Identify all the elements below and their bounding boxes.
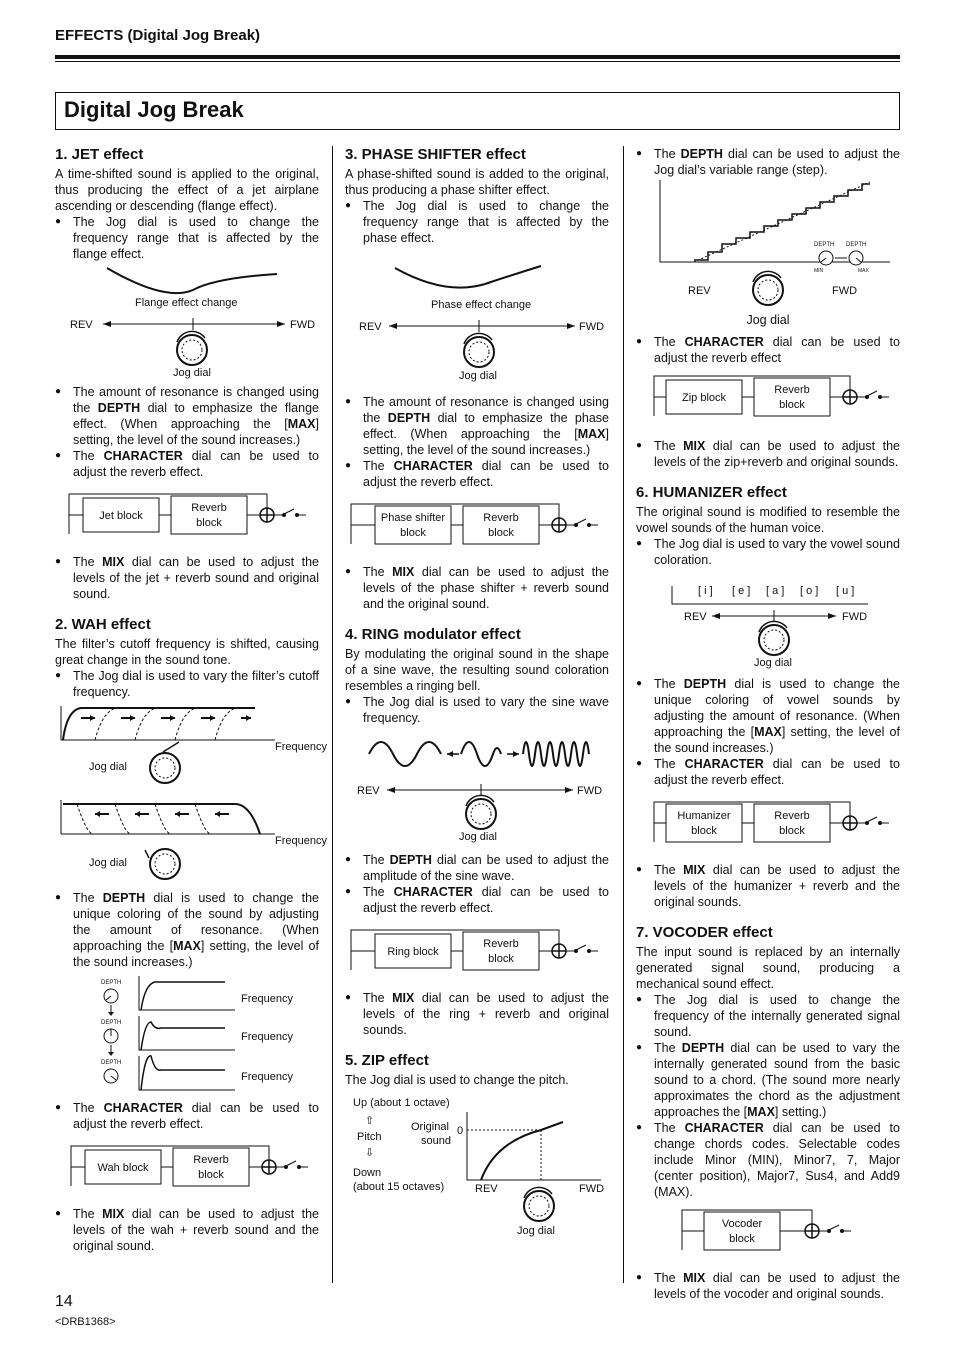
wah-depth-diagram — [55, 976, 319, 1096]
phase-depth-bullet: ● The amount of resonance is changed using the DEPTH dial to emphasize the phase effect. (When approaching the [MAX] setting, the level of the sound increases.) — [345, 394, 609, 458]
ring-bullet: ● The Jog dial is used to vary the sine wave frequency. — [345, 694, 609, 726]
jet-mix-bullet: ● The MIX dial can be used to adjust the levels of the jet + reverb sound and original sound. — [55, 554, 319, 602]
phase-mix-bullet: ● The MIX dial can be used to adjust the levels of the phase shifter + reverb sound and the original sound. — [345, 564, 609, 612]
wah-heading: 2. WAH effect — [55, 616, 151, 633]
page-number: 14 — [55, 1293, 73, 1310]
switch-icon — [857, 391, 889, 397]
vowel-u: [ u ] — [836, 585, 855, 597]
fwd-label: FWD — [290, 319, 316, 331]
switch-icon — [566, 519, 598, 525]
reverb-label: Reverb — [191, 502, 227, 514]
range-line — [694, 182, 870, 262]
filter-curve-lower — [63, 804, 260, 834]
header-rule-thin — [55, 61, 900, 62]
ring-block-label: Ring block — [387, 946, 439, 958]
depth-label: DEPTH — [101, 1020, 122, 1026]
max-label: MAX — [858, 268, 869, 274]
pitch-label: Pitch — [357, 1131, 382, 1143]
ring-heading: 4. RING modulator effect — [345, 626, 521, 643]
wah-intro: The filter’s cutoff frequency is shifted, causing great change in the sound tone. — [55, 637, 319, 667]
min-label: MIN — [814, 268, 824, 274]
flange-curve — [107, 268, 277, 293]
up-arrow-icon: ⇧ — [365, 1115, 375, 1127]
document-code: <DRB1368> — [55, 1316, 116, 1328]
ring-block-diagram — [345, 922, 609, 988]
zip-mix-bullet: ● The MIX dial can be used to adjust the levels of the zip+reverb and original sounds. — [636, 438, 900, 470]
jog-dial-inner — [182, 340, 202, 360]
frequency-label: Frequency — [241, 1071, 293, 1083]
zip-block-label: Zip block — [681, 392, 727, 404]
vocoder-bullet: ● The Jog dial is used to change the frequency of the internally generated signal sound. — [636, 992, 900, 1040]
phase-block-diagram — [345, 496, 609, 562]
depth-label: DEPTH — [846, 242, 867, 248]
sine-fast — [523, 742, 589, 766]
pitch-down-label: Down — [353, 1167, 382, 1179]
ring-intro: By modulating the original sound in the shape of a sine wave, the resulting sound coloration resembles a ringing bell. — [345, 647, 609, 693]
humanizer-mix-bullet: ● The MIX dial can be used to adjust the levels of the humanizer + reverb and the original sounds. — [636, 862, 900, 910]
down-arrow-icon: ⇩ — [365, 1147, 375, 1159]
column-2 — [345, 146, 609, 1242]
reverb-label: Reverb — [774, 384, 810, 396]
pitch-up-label: Up (about 1 octave) — [353, 1097, 450, 1109]
switch-icon — [566, 945, 598, 951]
phase-label: Phase effect change — [431, 299, 532, 311]
zip-character-bullet: ● The CHARACTER dial can be used to adjust the reverb effect — [636, 334, 900, 366]
wah-block-label: Wah block — [97, 1162, 149, 1174]
rev-label: REV — [684, 611, 707, 623]
column-1 — [55, 146, 327, 1254]
response-curve-min — [141, 982, 225, 1010]
wah-block-diagram — [55, 1138, 319, 1204]
reverb-label: Reverb — [483, 512, 519, 524]
jog-label: Jog dial — [754, 657, 792, 669]
axes-upper — [61, 706, 275, 740]
humanizer-block-diagram — [636, 794, 900, 860]
depth-label: DEPTH — [814, 242, 835, 248]
vocoder-block-diagram — [636, 1204, 900, 1268]
zip-intro: The Jog dial is used to change the pitch. — [345, 1073, 569, 1087]
zip-heading: 5. ZIP effect — [345, 1052, 429, 1069]
vowel-i: [ i ] — [698, 585, 713, 597]
vocoder-mix-bullet: ● The MIX dial can be used to adjust the levels of the vocoder and original sounds. — [636, 1270, 900, 1302]
reverb-block-label: block — [196, 517, 222, 529]
wah-depth-bullet: ● The DEPTH dial is used to change the unique coloring of the sound by adjusting the amount of resonance. (When approaching the [MAX] setting, the level of the sound increases.) — [55, 890, 319, 970]
jog-dial-icon — [464, 337, 494, 367]
frequency-label: Frequency — [241, 993, 293, 1005]
humanizer-block-label: Humanizer — [677, 810, 731, 822]
shift-curves-upper — [95, 708, 237, 740]
pitch-curve — [481, 1122, 563, 1180]
zero-label: 0 — [457, 1125, 464, 1137]
column-3 — [636, 146, 900, 1302]
humanizer-bullet: ● The Jog dial is used to vary the vowel sound coloration. — [636, 536, 900, 568]
rev-label: REV — [70, 319, 93, 331]
jog-label: Jog dial — [459, 370, 497, 382]
jog-label: Jog dial — [746, 313, 790, 327]
phase-character-bullet: ● The CHARACTER dial can be used to adjust the reverb effect. — [345, 458, 609, 490]
ring-character-bullet: ● The CHARACTER dial can be used to adjust the reverb effect. — [345, 884, 609, 916]
pitch-axes — [467, 1112, 601, 1180]
flange-label: Flange effect change — [135, 297, 238, 309]
phase-intro: A phase-shifted sound is added to the original, thus producing a phase shifter effect. — [345, 167, 609, 197]
switch-icon — [274, 509, 306, 515]
reverb-block-label: block — [198, 1169, 224, 1181]
depth-label: DEPTH — [101, 980, 122, 986]
humanizer-intro: The original sound is modified to resemble the vowel sounds of the human voice. — [636, 505, 900, 535]
vocoder-depth-bullet: ● The DEPTH dial can be used to vary the internally generated sound from the basic sound to a chord. (The sound more nearly approximates the chord as the adjustment approaches the [MAX] setting.) — [636, 1040, 900, 1120]
original-label: Original — [411, 1121, 449, 1133]
header-rule — [55, 55, 900, 59]
wah-frequency-diagram — [55, 706, 327, 890]
fwd-label: FWD — [579, 321, 605, 333]
ring-sine-diagram — [345, 736, 609, 842]
phase-jog-diagram — [345, 252, 609, 386]
filter-curve-upper — [63, 708, 255, 740]
jog-label: Jog dial — [517, 1225, 555, 1237]
phase-bullet: ● The Jog dial is used to change the frequency range that is affected by the phase effect. — [345, 198, 609, 246]
rev-label: REV — [688, 285, 711, 297]
rev-label: REV — [357, 785, 380, 797]
reference-lines — [467, 1130, 541, 1180]
vowel-e: [ e ] — [732, 585, 751, 597]
jet-intro: A time-shifted sound is applied to the original, thus producing the effect of a jet airplane ascending or descending (flange effect). — [55, 167, 319, 213]
switch-icon — [857, 817, 889, 823]
rotate-arrow-icon — [145, 850, 149, 858]
depth-label: DEPTH — [101, 1060, 122, 1066]
phase-curve — [395, 266, 541, 288]
switch-icon — [276, 1161, 308, 1167]
column-divider — [332, 146, 333, 1283]
vocoder-block-label: Vocoder — [721, 1218, 763, 1230]
wah-character-bullet: ● The CHARACTER dial can be used to adjust the reverb effect. — [55, 1100, 319, 1132]
humanizer-character-bullet: ● The CHARACTER dial can be used to adjust the reverb effect. — [636, 756, 900, 788]
reverb-label: Reverb — [774, 810, 810, 822]
ring-depth-bullet: ● The DEPTH dial can be used to adjust the amplitude of the sine wave. — [345, 852, 609, 884]
phase-heading: 3. PHASE SHIFTER effect — [345, 146, 526, 163]
jet-block-label: Jet block — [99, 510, 143, 522]
phase-block-label: Phase shifter — [380, 512, 446, 524]
wah-mix-bullet: ● The MIX dial can be used to adjust the levels of the wah + reverb sound and the original sound. — [55, 1206, 319, 1254]
jet-block-diagram — [55, 486, 319, 552]
jog-label: Jog dial — [173, 367, 211, 379]
rev-label: REV — [359, 321, 382, 333]
humanizer-heading: 6. HUMANIZER effect — [636, 484, 787, 501]
reverb-block-label: block — [488, 953, 514, 965]
zip-depth-bullet: ● The DEPTH dial can be used to adjust the Jog dial’s variable range (step). — [636, 146, 900, 178]
column-divider — [623, 146, 624, 1283]
jet-heading: 1. JET effect — [55, 146, 144, 163]
vocoder-block-label: block — [729, 1233, 755, 1245]
frequency-label: Frequency — [241, 1031, 293, 1043]
shift-curves-lower — [77, 804, 211, 834]
original-label: sound — [421, 1135, 451, 1147]
jet-character-bullet: ● The CHARACTER dial can be used to adjust the reverb effect. — [55, 448, 319, 480]
axes-lower — [61, 800, 275, 834]
zip-block-diagram — [636, 370, 900, 434]
zip-pitch-diagram — [345, 1092, 609, 1242]
humanizer-depth-bullet: ● The DEPTH dial is used to change the unique coloring of vowel sounds by adjusting the amount of resonance. (When approaching the [MAX] setting, the level of the sound increases.) — [636, 676, 900, 756]
zip-step-diagram — [636, 180, 900, 300]
rev-label: REV — [475, 1183, 498, 1195]
phase-block-label: block — [400, 527, 426, 539]
jet-jog-diagram — [55, 262, 319, 378]
jog-label: Jog dial — [89, 761, 127, 773]
jet-depth-bullet: ● The amount of resonance is changed using the DEPTH dial to emphasize the flange effect. (When approaching the [MAX] setting, the level of the sound increases.) — [55, 384, 319, 448]
wah-bullet: ● The Jog dial is used to vary the filter’s cutoff frequency. — [55, 668, 319, 700]
vocoder-character-bullet: ● The CHARACTER dial can be used to change chords codes. Selectable codes include Minor (MIN), Minor7, 7, Major (center position), Major7, Sus4, and Add9 (MAX). — [636, 1120, 900, 1200]
jog-label: Jog dial — [89, 857, 127, 869]
sine-mid — [461, 742, 501, 766]
section-header: EFFECTS (Digital Jog Break) — [55, 27, 261, 44]
humanizer-vowel-diagram — [636, 574, 900, 670]
fwd-label: FWD — [832, 285, 858, 297]
fwd-label: FWD — [842, 611, 868, 623]
reverb-block-label: block — [779, 825, 805, 837]
step-axes — [660, 180, 890, 262]
frequency-label: Frequency — [275, 835, 327, 847]
jog-label: Jog dial — [459, 831, 497, 843]
page-title: Digital Jog Break — [64, 97, 244, 122]
pitch-down-range: (about 15 octaves) — [353, 1181, 445, 1193]
reverb-label: Reverb — [483, 938, 519, 950]
reverb-block-label: block — [779, 399, 805, 411]
response-curve-max — [141, 1056, 225, 1090]
fwd-label: FWD — [577, 785, 603, 797]
frequency-label: Frequency — [275, 741, 327, 753]
vowel-a: [ a ] — [766, 585, 785, 597]
title-box — [55, 92, 900, 130]
reverb-block-label: block — [488, 527, 514, 539]
response-curve-mid — [141, 1022, 225, 1050]
reverb-label: Reverb — [193, 1154, 229, 1166]
jet-bullet: ● The Jog dial is used to change the frequency range that is affected by the flange effect. — [55, 214, 319, 262]
fwd-label: FWD — [579, 1183, 605, 1195]
vowel-o: [ o ] — [800, 585, 819, 597]
rotate-arrow-icon — [163, 742, 179, 752]
sine-slow — [369, 742, 441, 766]
vocoder-heading: 7. VOCODER effect — [636, 924, 773, 941]
switch-icon — [819, 1225, 851, 1231]
humanizer-block-label: block — [691, 825, 717, 837]
vocoder-intro: The input sound is replaced by an internally generated signal sound, producing a mechanical sound effect. — [636, 945, 900, 991]
response-axes — [139, 976, 235, 1090]
ring-mix-bullet: ● The MIX dial can be used to adjust the levels of the ring + reverb and original sounds. — [345, 990, 609, 1038]
